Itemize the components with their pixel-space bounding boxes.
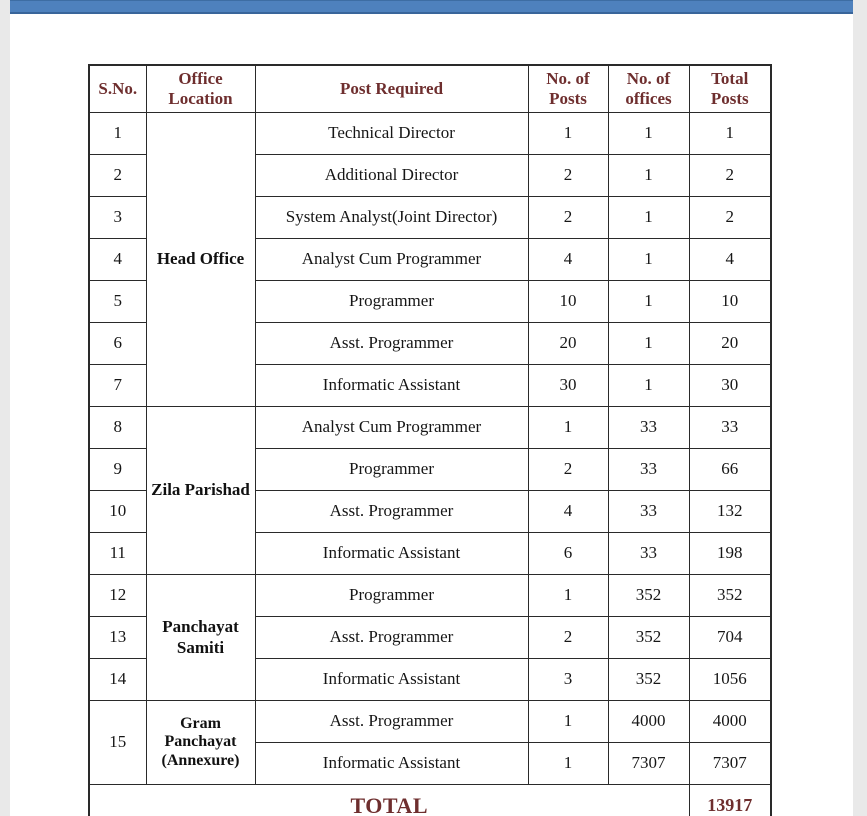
post-cell: Informatic Assistant (255, 743, 528, 785)
posts-count-cell: 30 (528, 365, 608, 407)
post-cell: Programmer (255, 575, 528, 617)
posts-count-cell: 4 (528, 491, 608, 533)
total-posts-cell: 66 (689, 449, 771, 491)
post-cell: System Analyst(Joint Director) (255, 197, 528, 239)
sno-cell: 1 (89, 113, 146, 155)
post-cell: Asst. Programmer (255, 617, 528, 659)
table-row (89, 575, 771, 617)
offices-count-cell: 33 (608, 491, 689, 533)
sno-cell: 4 (89, 239, 146, 281)
table-container (88, 64, 853, 816)
total-label: TOTAL (89, 785, 689, 816)
sno-cell: 8 (89, 407, 146, 449)
post-cell: Informatic Assistant (255, 365, 528, 407)
office-location-cell: Gram Panchayat (Annexure) (146, 701, 255, 785)
sno-cell: 15 (89, 701, 146, 785)
grand-total-value: 13917 (689, 785, 771, 816)
post-cell: Analyst Cum Programmer (255, 407, 528, 449)
offices-count-cell: 1 (608, 155, 689, 197)
post-cell: Programmer (255, 281, 528, 323)
sno-cell: 3 (89, 197, 146, 239)
sno-cell: 7 (89, 365, 146, 407)
header-row (89, 65, 771, 113)
total-posts-cell: 2 (689, 155, 771, 197)
offices-count-cell: 33 (608, 407, 689, 449)
total-posts-cell: 704 (689, 617, 771, 659)
posts-count-cell: 1 (528, 701, 608, 743)
posts-count-cell: 3 (528, 659, 608, 701)
col-header-post-required: Post Required (255, 65, 528, 113)
posts-count-cell: 1 (528, 113, 608, 155)
total-posts-cell: 4000 (689, 701, 771, 743)
offices-count-cell: 352 (608, 659, 689, 701)
office-location-cell: Head Office (146, 113, 255, 407)
sno-cell: 2 (89, 155, 146, 197)
offices-count-cell: 1 (608, 113, 689, 155)
total-posts-cell: 20 (689, 323, 771, 365)
posts-count-cell: 10 (528, 281, 608, 323)
offices-count-cell: 7307 (608, 743, 689, 785)
posts-count-cell: 2 (528, 449, 608, 491)
post-cell: Programmer (255, 449, 528, 491)
col-header-no-of-offices: No. of offices (608, 65, 689, 113)
offices-count-cell: 1 (608, 365, 689, 407)
posts-count-cell: 2 (528, 197, 608, 239)
table-row (89, 701, 771, 743)
sno-cell: 14 (89, 659, 146, 701)
sno-cell: 5 (89, 281, 146, 323)
total-posts-cell: 2 (689, 197, 771, 239)
posts-count-cell: 2 (528, 155, 608, 197)
post-cell: Analyst Cum Programmer (255, 239, 528, 281)
offices-count-cell: 33 (608, 449, 689, 491)
post-cell: Technical Director (255, 113, 528, 155)
total-posts-cell: 1056 (689, 659, 771, 701)
offices-count-cell: 1 (608, 197, 689, 239)
post-cell: Asst. Programmer (255, 701, 528, 743)
offices-count-cell: 352 (608, 575, 689, 617)
total-posts-cell: 198 (689, 533, 771, 575)
office-location-cell: Panchayat Samiti (146, 575, 255, 701)
col-header-sno: S.No. (89, 65, 146, 113)
table-row (89, 113, 771, 155)
total-posts-cell: 7307 (689, 743, 771, 785)
offices-count-cell: 1 (608, 281, 689, 323)
offices-count-cell: 1 (608, 323, 689, 365)
total-posts-cell: 33 (689, 407, 771, 449)
sno-cell: 6 (89, 323, 146, 365)
offices-count-cell: 352 (608, 617, 689, 659)
table-row (89, 407, 771, 449)
post-cell: Asst. Programmer (255, 323, 528, 365)
top-blue-bar (10, 0, 853, 14)
post-cell: Asst. Programmer (255, 491, 528, 533)
total-row (89, 785, 771, 816)
post-cell: Informatic Assistant (255, 659, 528, 701)
sno-cell: 9 (89, 449, 146, 491)
document-page (10, 0, 853, 816)
col-header-no-of-posts: No. of Posts (528, 65, 608, 113)
posts-count-cell: 1 (528, 575, 608, 617)
sno-cell: 10 (89, 491, 146, 533)
total-posts-cell: 10 (689, 281, 771, 323)
total-posts-cell: 4 (689, 239, 771, 281)
col-header-office-location: Office Location (146, 65, 255, 113)
posts-count-cell: 20 (528, 323, 608, 365)
post-cell: Informatic Assistant (255, 533, 528, 575)
total-posts-cell: 352 (689, 575, 771, 617)
total-posts-cell: 132 (689, 491, 771, 533)
total-posts-cell: 1 (689, 113, 771, 155)
sno-cell: 12 (89, 575, 146, 617)
total-posts-cell: 30 (689, 365, 771, 407)
offices-count-cell: 33 (608, 533, 689, 575)
posts-table (88, 64, 772, 816)
sno-cell: 13 (89, 617, 146, 659)
offices-count-cell: 4000 (608, 701, 689, 743)
posts-count-cell: 2 (528, 617, 608, 659)
col-header-total-posts: Total Posts (689, 65, 771, 113)
office-location-cell: Zila Parishad (146, 407, 255, 575)
posts-count-cell: 4 (528, 239, 608, 281)
posts-count-cell: 6 (528, 533, 608, 575)
offices-count-cell: 1 (608, 239, 689, 281)
post-cell: Additional Director (255, 155, 528, 197)
posts-count-cell: 1 (528, 743, 608, 785)
posts-count-cell: 1 (528, 407, 608, 449)
sno-cell: 11 (89, 533, 146, 575)
